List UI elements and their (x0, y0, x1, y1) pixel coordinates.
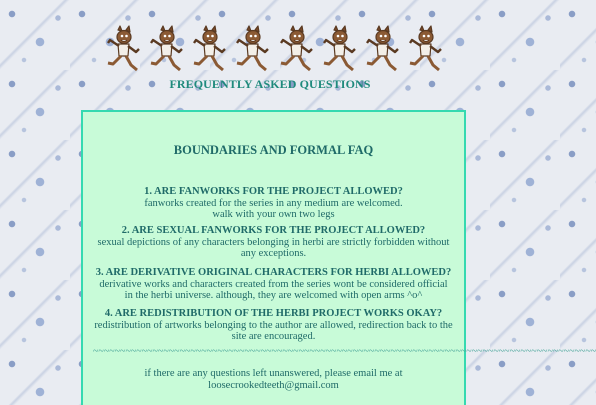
faq-item (91, 186, 456, 221)
running-creature-icon (277, 26, 315, 74)
running-creature-icon (233, 26, 271, 74)
faq-answer-line: in the herbi universe. although, they are welcomed with open arms ^o^ (124, 290, 423, 301)
faq-question: 4. ARE REDISTRIBUTION OF THE HERBI PROJECT WORKS OKAY? (104, 308, 443, 319)
faq-answer-line: redistribution of artworks belonging to the author are allowed, redirection back to the (94, 319, 453, 331)
faq-item (91, 225, 456, 260)
running-creature-icon (363, 26, 401, 74)
running-creature-icon (406, 26, 444, 74)
running-creature-icon (320, 26, 358, 74)
tilde-divider: ~~~~~~~~~~~~~~~~~~~~~~~~~~~~~~~~~~~~~~~~~~~~~~~~~~~~~~~~~~~~~~~~~~~~~~~~~~~~~~~~~~~~~~~~~~~~~ (93, 346, 596, 357)
running-creature-icon (190, 26, 228, 74)
running-creature-icon (104, 26, 142, 74)
faq-question: 2. ARE SEXUAL FANWORKS FOR THE PROJECT ALLOWED? (121, 225, 426, 236)
faq-answer-line: fanworks created for the series in any medium are welcomed. (144, 197, 403, 209)
faq-heading: BOUNDARIES AND FORMAL FAQ (173, 143, 374, 157)
contact-email: loosecrookedteeth@gmail.com (208, 379, 339, 391)
faq-answer-line: walk with your own two legs (212, 209, 335, 220)
faq-question: 3. ARE DERIVATIVE ORIGINAL CHARACTERS FOR HERBI ALLOWED? (95, 267, 452, 278)
faq-answer-line: sexual depictions of any characters belonging in herbi are strictly forbidden without (97, 236, 450, 248)
page-title: FREQUENTLY ASKED QUESTIONS (169, 77, 371, 91)
faq-answer-line: site are encouraged. (231, 331, 316, 342)
contact-text: if there are any questions left unanswered, please email me at (144, 368, 403, 379)
faq-question: 1. ARE FANWORKS FOR THE PROJECT ALLOWED? (144, 186, 403, 197)
faq-panel (81, 110, 596, 405)
faq-answer-line: derivative works and characters created from the series wont be considered official (99, 278, 448, 290)
faq-item (91, 267, 456, 302)
faq-answer-line: any exceptions. (240, 248, 307, 259)
contact-block (83, 368, 464, 391)
running-creature-icon (147, 26, 185, 74)
running-creature-banner (104, 24, 444, 74)
faq-item (91, 308, 456, 343)
